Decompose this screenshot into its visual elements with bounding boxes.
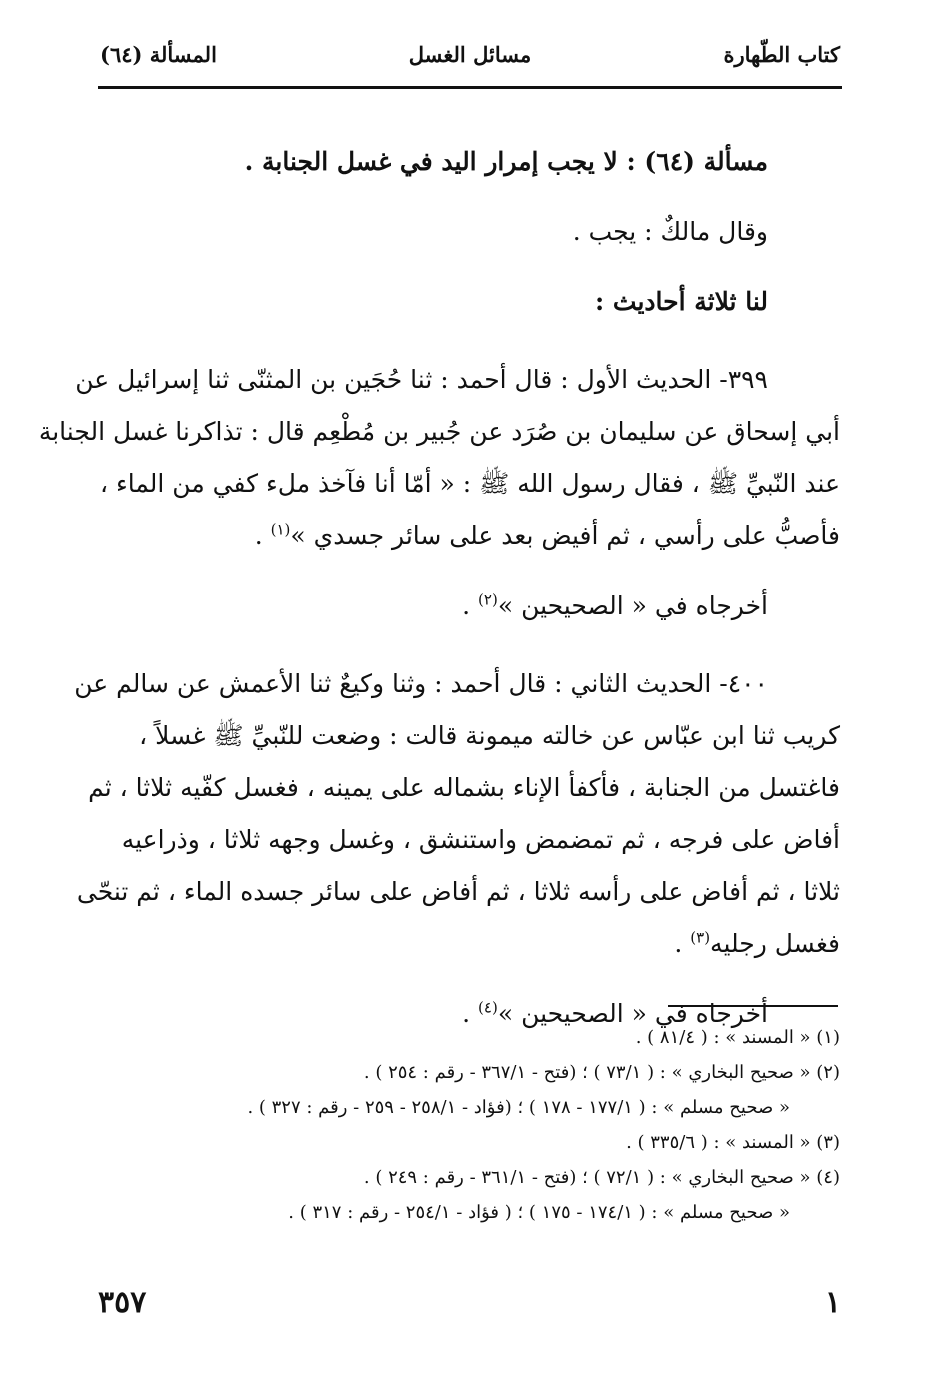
- header-rule: [98, 86, 842, 89]
- hadith-400: [74, 658, 840, 970]
- page-number: ٣٥٧: [98, 1285, 147, 1320]
- footnote-marker: (٢): [478, 590, 498, 609]
- takhrij-line: [98, 580, 840, 632]
- book-title: كتاب الطّهارة: [723, 42, 840, 67]
- punctuation: .: [462, 591, 479, 620]
- footnote-marker: (٣): [690, 928, 711, 947]
- punctuation: .: [674, 929, 691, 958]
- footnote-item: « صحيح مسلم » : ( ١٧٧/١ - ١٧٨ ) ؛ (فؤاد - ٢٥٨/١ - ٢٥٩ - رقم : ٣٢٧ ) .: [247, 1097, 790, 1118]
- text-line: ٤٠٠- الحديث الثاني : قال أحمد : وثنا وكيعٌ ثنا الأعمش عن سالم عن: [74, 669, 768, 698]
- hadith-399: [38, 354, 840, 562]
- main-text: [38, 136, 840, 1040]
- footnote-item: « صحيح مسلم » : ( ١٧٤/١ - ١٧٥ ) ؛ ( فؤاد - ٢٥٤/١ - رقم : ٣١٧ ) .: [288, 1202, 790, 1223]
- footnotes: [98, 1020, 840, 1230]
- footnote-marker: (٤): [478, 998, 498, 1017]
- text-line: [98, 918, 840, 970]
- text-line: ٣٩٩- الحديث الأول : قال أحمد : ثنا حُجَين بن المثنّى ثنا إسرائيل عن: [75, 365, 768, 394]
- text-line: كريب ثنا ابن عبّاس عن خالته ميمونة قالت : وضعت للنّبيِّ ﷺ غسلاً ،: [139, 721, 840, 750]
- punctuation: .: [462, 999, 479, 1028]
- malik-opinion: وقال مالكٌ : يجب .: [572, 217, 768, 246]
- text-line: أفاض على فرجه ، ثم تمضمض واستنشق ، وغسل وجهه ثلاثا ، وذراعيه: [121, 825, 840, 854]
- text-line: عند النّبيِّ ﷺ ، فقال رسول الله ﷺ : « أمّا أنا فآخذ ملء كفي من الماء ،: [99, 469, 840, 498]
- footnote-item: (٢) « صحيح البخاري » : ( ٧٣/١ ) ؛ (فتح - ٣٦٧/١ - رقم : ٢٥٤ ) .: [363, 1062, 840, 1083]
- text-line: ثلاثا ، ثم أفاض على رأسه ثلاثا ، ثم أفاض على سائر جسده الماء ، ثم تنحّى: [76, 877, 840, 906]
- text-line: [98, 510, 840, 562]
- signature-mark: ١: [824, 1285, 841, 1320]
- takhrij-text: أخرجاه في « الصحيحين »: [497, 999, 768, 1028]
- text-line: فاغتسل من الجنابة ، فأكفأ الإناء بشماله على يمينه ، فغسل كفّيه ثلاثا ، ثم: [88, 773, 840, 802]
- footnote-rule: [668, 1005, 838, 1007]
- takhrij-text: أخرجاه في « الصحيحين »: [497, 591, 768, 620]
- chapter-title: مسائل الغسل: [408, 42, 532, 67]
- issue-label: المسألة (٦٤): [100, 42, 217, 67]
- hadith-text: فغسل رجليه: [710, 929, 840, 958]
- issue-heading: مسألة (٦٤) : لا يجب إمرار اليد في غسل الجنابة .: [244, 147, 768, 176]
- footnote-marker: (١): [270, 520, 291, 539]
- punctuation: .: [254, 521, 271, 550]
- footnote-item: (٤) « صحيح البخاري » : ( ٧٢/١ ) ؛ (فتح - ٣٦١/١ - رقم : ٢٤٩ ) .: [363, 1167, 840, 1188]
- footnote-item: (٣) « المسند » : ( ٣٣٥/٦ ) .: [626, 1132, 840, 1153]
- running-header: [98, 34, 842, 84]
- hadith-text: فأصبُّ على رأسي ، ثم أفيض بعد على سائر جسدي »: [290, 521, 840, 550]
- footnote-item: (١) « المسند » : ( ٨١/٤ ) .: [635, 1027, 840, 1048]
- hadith-intro: لنا ثلاثة أحاديث :: [594, 287, 768, 316]
- text-line: أبي إسحاق عن سليمان بن صُرَد عن جُبير بن مُطْعِم قال : تذاكرنا غسل الجنابة: [38, 417, 840, 446]
